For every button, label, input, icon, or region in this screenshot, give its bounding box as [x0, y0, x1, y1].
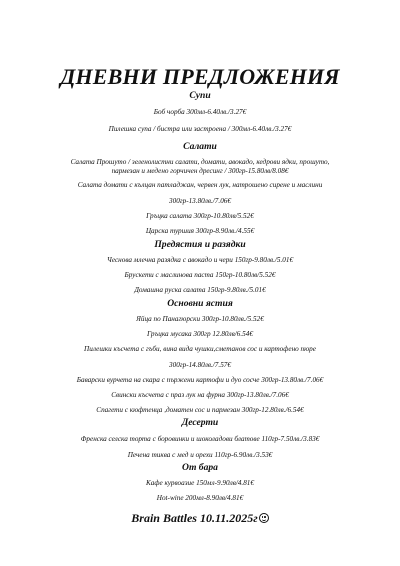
menu-item: Боб чорба 300мл-6.40лв./3.27€ — [153, 108, 247, 116]
menu-item: Свински късчета с праз лук на фурна 300гр-13.80лв./7.06€ — [111, 391, 289, 399]
menu-item: Печена тиква с мед и орехи 110гр-6.90лв./3.53€ — [127, 451, 273, 459]
page-title: ДНЕВНИ ПРЕДЛОЖЕНИЯ — [60, 64, 340, 89]
event-title: Brain Battles 10.11.2025г — [131, 511, 258, 525]
menu-item: Яйца по Панагюрски 300гр-10.80лв./5.52€ — [136, 315, 264, 323]
menu-item: 300гр-13.80лв./7.06€ — [169, 197, 231, 205]
menu-item: Царска туршия 300гр-8.90лв./4.55€ — [145, 227, 255, 235]
event-footer — [0, 511, 400, 525]
menu-item: Спагети с кюфтенца ,доматен сос и пармезан 300гр-12.80лв./6.54€ — [96, 406, 304, 414]
menu-item: Домашна руска салата 150гр-9.80лв./5.01€ — [134, 286, 266, 294]
section-heading-starters: Предястия и разядки — [154, 239, 246, 250]
menu-item: Чеснова млечна разядка с авокадо и чери 150гр-9.80лв./5.01€ — [106, 256, 294, 264]
smiley-face-icon — [259, 513, 269, 523]
section-heading-soups: Супи — [189, 90, 211, 101]
menu-item: Френска селска торта с боровинки и шоколадови блатове 110гр-7.50лв./3.83€ — [80, 435, 320, 443]
section-heading-salads: Салати — [183, 141, 217, 152]
menu-item: Пилешка супа / бистра или застроена / 300мл-6.40лв./3.27€ — [108, 125, 292, 133]
menu-item: Пилешки късчета с гъби, вина вида чушки,сметанов сос и картофено пюре — [84, 345, 316, 353]
menu-item: Гръцка мусака 300гр 12.80лв/6.54€ — [147, 330, 253, 338]
menu-item: Hot-wine 200мл-8.90лв/4.81€ — [156, 494, 244, 502]
section-heading-bar: От бара — [182, 462, 218, 473]
menu-item: Баварски вурчета на скара с пържени картофи и дуо сосче 300гр-13.80лв./7.06€ — [76, 376, 324, 384]
menu-item: Салата домати с кълцан патладжан, червен лук, натрошено сирене и маслини — [77, 181, 323, 189]
section-heading-mains: Основни ястия — [167, 298, 233, 309]
section-heading-desserts: Десерти — [181, 417, 219, 428]
menu-item: Кафе курвоазие 150мл-9.90лв/4.81€ — [145, 479, 254, 487]
menu-item: Гръцка салата 300гр-10.80лв/5.52€ — [146, 212, 254, 220]
menu-item: пармезан и медено горчичен дресинг / 300гр-15.80лв/8.08€ — [111, 167, 289, 175]
menu-item: 300гр-14.80лв./7.57€ — [169, 361, 231, 369]
menu-item: Брускети с маслинова паста 150гр-10.80лв/5.52€ — [124, 271, 276, 279]
menu-item: Салата Прошуто / зеленолистни салати, домати, авокадо, кедрови ядки, прошуто, — [70, 158, 330, 166]
